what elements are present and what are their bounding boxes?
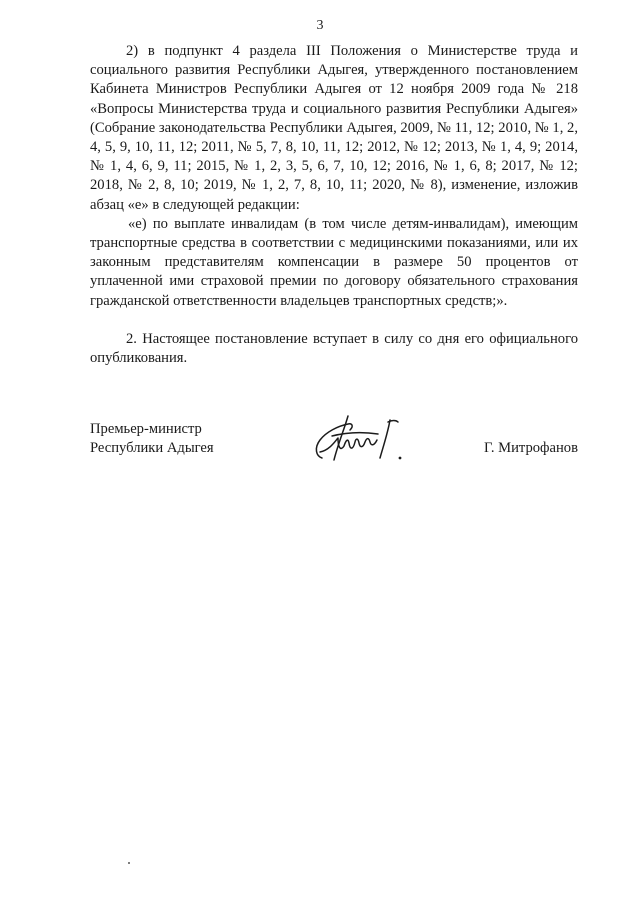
document-body — [90, 42, 578, 368]
handwritten-signature — [308, 410, 412, 468]
paragraph-amendment-2: 2) в подпункт 4 раздела III Положения о Министерстве труда и социального развития Республики Адыгея, утвержденного постановлением Кабинета Министров Республики Адыгея от 12 ноября 2009 года № 218 «Вопросы Министерства труда и социального развития Республики Адыгея» (Собрание законодательства Республики Адыгея, 2009, № 11, 12; 2010, № 1, 2, 4, 5, 9, 10, 11, 12; 2011, № 5, 7, 8, 10, 11, 12; 2012, № 12; 2013, № 1, 4, 9; 2014, № 1, 4, 6, 9, 11; 2015, № 1, 2, 3, 5, 6, 7, 10, 12; 2016, № 1, 6, 8; 2017, № 12; 2018, № 2, 8, 10; 2019, № 1, 2, 7, 8, 10, 11; 2020, № 8), изменение, изложив абзац «е» в следующей редакции: — [90, 43, 578, 213]
position-title-line2: Республики Адыгея — [90, 440, 214, 457]
paragraph-quoted-subclause-e: «е) по выплате инвалидам (в том числе детям-инвалидам), имеющим транспортные средства в соответствии с медицинскими показаниями, или их законным представителям компенсации в размере 50 процентов от уплаченной ими страховой премии по договору обязательного страхования гражданской ответственности владельцев транспортных средств;». — [90, 215, 578, 309]
paragraph-entry-into-force: 2. Настоящее постановление вступает в силу со дня его официального опубликования. — [90, 330, 578, 367]
scan-speck — [128, 862, 130, 864]
page-number: 3 — [316, 18, 324, 33]
position-title-line1: Премьер-министр — [90, 421, 202, 437]
signatory-position — [90, 420, 214, 458]
signer-name: Г. Митрофанов — [484, 440, 578, 456]
